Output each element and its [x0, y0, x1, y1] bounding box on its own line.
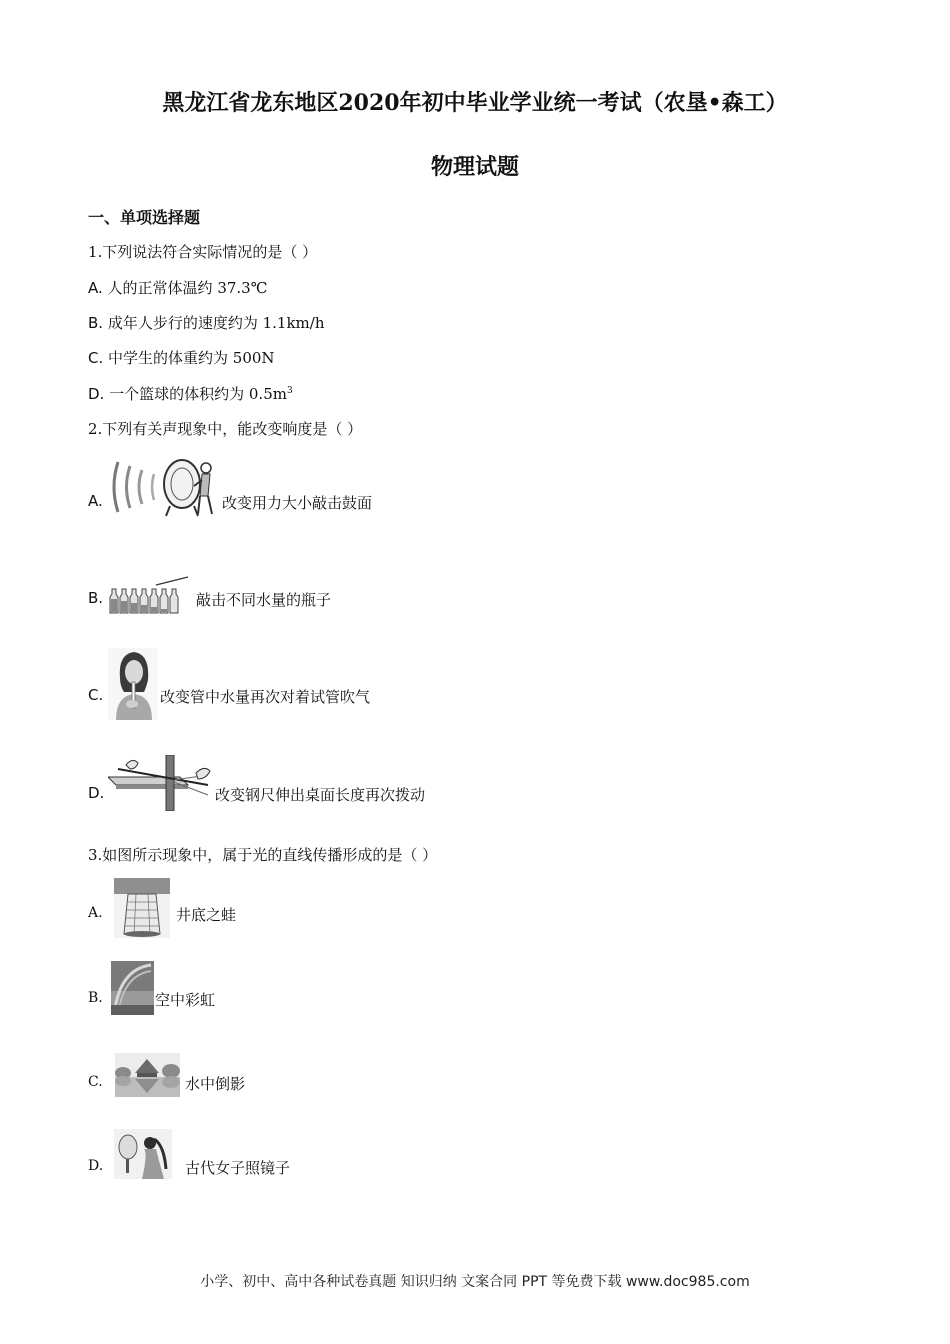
question-2-option-a-text: 改变用力大小敲击鼓面 — [222, 494, 373, 512]
question-3-option-a-text: 井底之蛙 — [176, 906, 237, 924]
question-1-option-b — [88, 312, 325, 333]
question-3-stem: 3.如图所示现象中，属于光的直线传播形成的是（ ） — [88, 846, 438, 864]
footer-note: 小学、初中、高中各种试卷真题 知识归纳 文案合同 PPT 等免费下载 www.doc985.com — [200, 1274, 750, 1290]
question-2-option-d-letter: D. — [88, 784, 105, 802]
question-3-option-d-text: 古代女子照镜子 — [185, 1159, 291, 1177]
drum-picture-icon — [108, 456, 218, 522]
question-3-option-b-text: 空中彩虹 — [155, 991, 216, 1009]
question-1-option-a — [88, 277, 268, 298]
question-3-option-c-letter: C. — [88, 1074, 103, 1090]
question-2-option-a-letter: A. — [88, 492, 103, 510]
page-title: 黑龙江省龙东地区2020年初中毕业学业统一考试（农垦•森工） — [162, 90, 788, 116]
section-heading: 一、单项选择题 — [88, 208, 201, 227]
girl-blowing-picture-icon — [108, 648, 158, 724]
question-2-option-b-letter: B. — [88, 589, 104, 607]
question-3-option-a-letter: A. — [88, 905, 103, 921]
superscript: 3 — [286, 386, 293, 396]
page-subtitle: 物理试题 — [430, 154, 519, 180]
bottles-picture-icon — [108, 575, 190, 619]
mirror-woman-picture-icon — [114, 1129, 172, 1183]
option-text: 一个篮球的体积约为 0.5m — [109, 385, 287, 403]
question-2-stem: 2.下列有关声现象中，能改变响度是（ ） — [88, 420, 363, 438]
option-letter: C. — [88, 349, 104, 367]
question-2-option-b-text: 敲击不同水量的瓶子 — [196, 591, 332, 609]
option-letter: D. — [88, 385, 105, 403]
question-2-option-d-text: 改变钢尺伸出桌面长度再次拨动 — [215, 786, 426, 804]
question-3-option-d-letter: D. — [88, 1158, 104, 1174]
option-text: 中学生的体重约为 500N — [108, 349, 275, 367]
option-letter: A. — [88, 279, 103, 297]
reflection-picture-icon — [115, 1053, 180, 1101]
option-letter: B. — [88, 314, 104, 332]
option-text: 人的正常体温约 37.3℃ — [107, 279, 268, 297]
question-3-option-b-letter: B. — [88, 990, 103, 1006]
well-frog-picture-icon — [114, 878, 170, 942]
question-1-stem: 1.下列说法符合实际情况的是（ ） — [88, 243, 318, 261]
question-2-option-c-text: 改变管中水量再次对着试管吹气 — [160, 688, 371, 706]
option-text: 成年人步行的速度约为 1.1km/h — [107, 314, 325, 332]
question-3-option-c-text: 水中倒影 — [185, 1075, 246, 1093]
question-1-option-d — [88, 383, 293, 404]
ruler-picture-icon — [108, 755, 214, 815]
question-2-option-c-letter: C. — [88, 686, 104, 704]
question-1-option-c — [88, 347, 275, 368]
rainbow-picture-icon — [111, 961, 154, 1019]
